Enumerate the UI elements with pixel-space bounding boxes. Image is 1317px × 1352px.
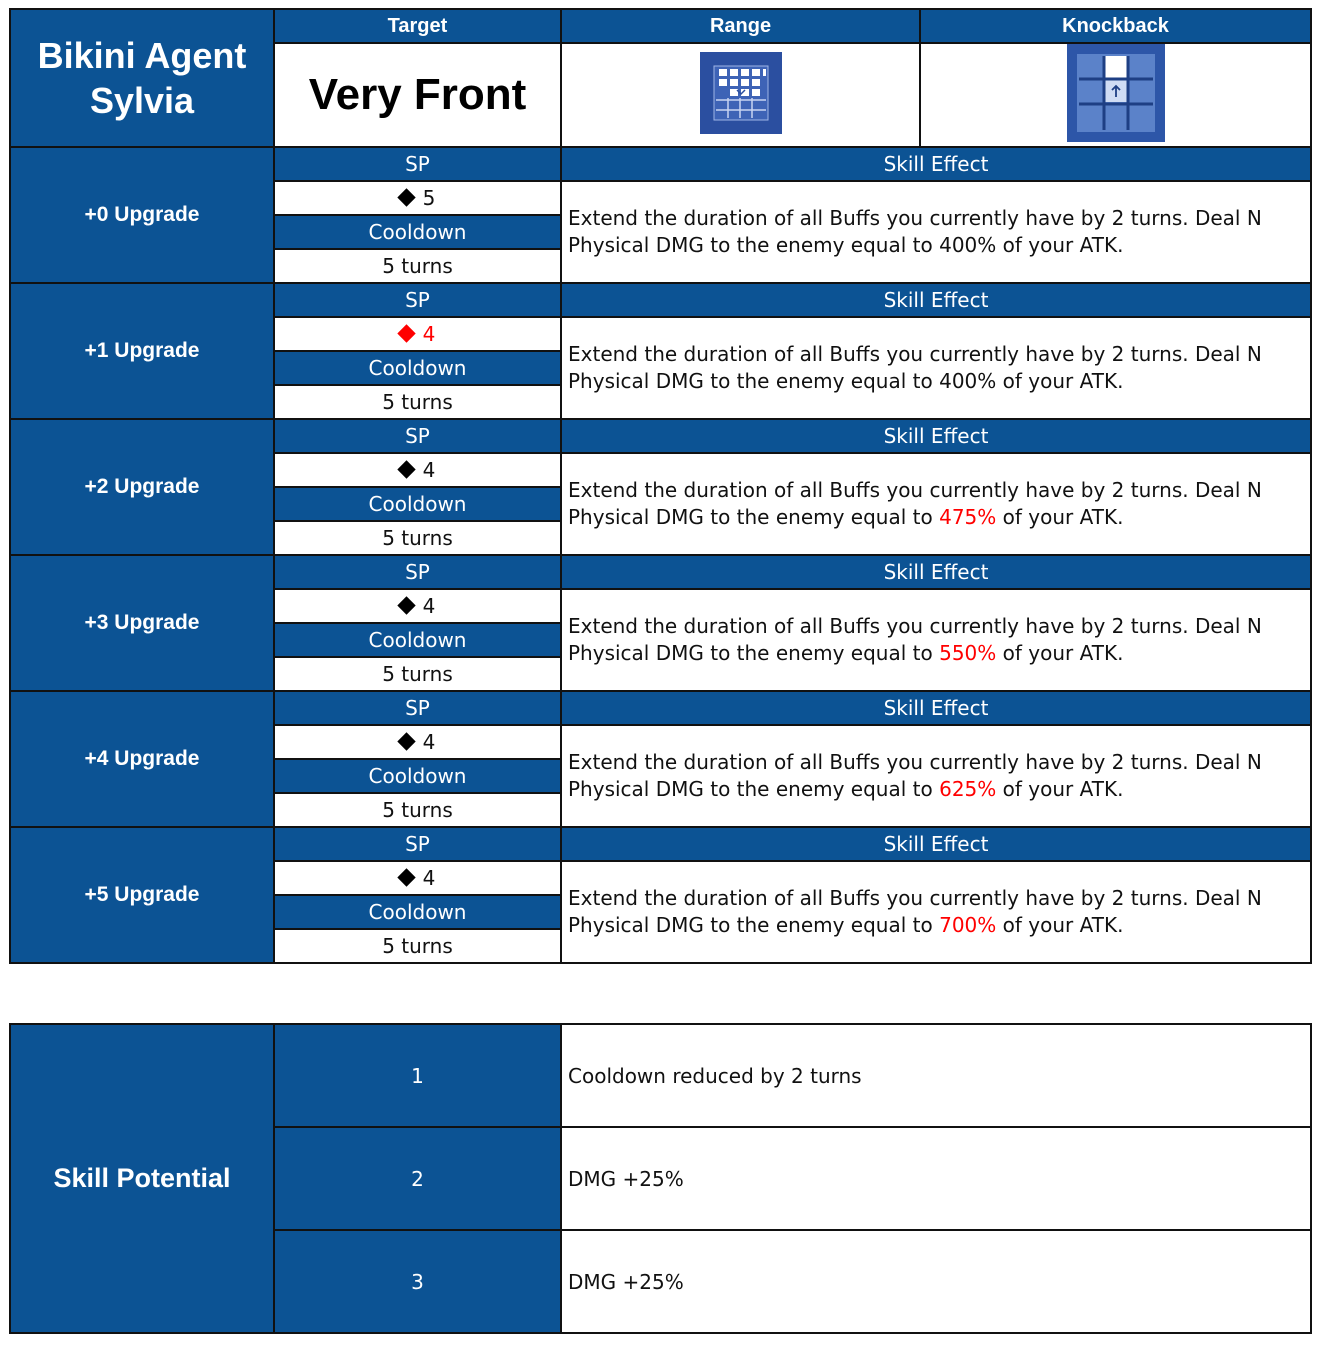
skill-effect-header: Skill Effect	[561, 147, 1311, 181]
skill-effect-text	[561, 861, 1311, 963]
sp-value-cell	[274, 725, 561, 759]
cooldown-header: Cooldown	[274, 623, 561, 657]
potential-text: Cooldown reduced by 2 turns	[561, 1024, 1311, 1127]
target-value: Very Front	[274, 43, 561, 147]
grid-arrow-up-icon	[1067, 44, 1165, 142]
cooldown-value: 5 turns	[274, 521, 561, 555]
skill-effect-text	[561, 725, 1311, 827]
sp-value: 4	[422, 866, 436, 890]
effect-text-post: of your ATK.	[996, 233, 1124, 257]
target-header: Target	[274, 9, 561, 43]
diamond-icon	[397, 732, 415, 750]
potential-number: 1	[274, 1024, 561, 1127]
effect-text-pre: Extend the duration of all Buffs you currently have by 2 turns. Deal N Physical DMG to the enemy equal to	[568, 206, 1262, 257]
sp-header: SP	[274, 691, 561, 725]
skill-effect-text	[561, 453, 1311, 555]
upgrade-label: +3 Upgrade	[10, 555, 274, 691]
cooldown-value: 5 turns	[274, 249, 561, 283]
effect-text-post: of your ATK.	[996, 641, 1124, 665]
sp-value: 4	[422, 730, 436, 754]
upgrade-row	[10, 827, 1311, 861]
effect-text-pre: Extend the duration of all Buffs you currently have by 2 turns. Deal N Physical DMG to the enemy equal to	[568, 886, 1262, 937]
potential-number: 3	[274, 1230, 561, 1333]
sp-value-cell	[274, 181, 561, 215]
diamond-icon	[397, 188, 415, 206]
skill-potential-label: Skill Potential	[10, 1024, 274, 1333]
knockback-header: Knockback	[920, 9, 1311, 43]
upgrade-row	[10, 283, 1311, 317]
skill-effect-header: Skill Effect	[561, 283, 1311, 317]
potential-row	[10, 1024, 1311, 1127]
effect-text-pre: Extend the duration of all Buffs you currently have by 2 turns. Deal N Physical DMG to the enemy equal to	[568, 750, 1262, 801]
effect-value: 475%	[939, 505, 997, 529]
diamond-icon	[397, 596, 415, 614]
grid-arrow-down-icon	[700, 52, 782, 134]
skill-effect-text	[561, 589, 1311, 691]
upgrade-label: +2 Upgrade	[10, 419, 274, 555]
sp-value-cell	[274, 861, 561, 895]
cooldown-header: Cooldown	[274, 351, 561, 385]
effect-text-post: of your ATK.	[996, 913, 1124, 937]
sp-value-cell	[274, 453, 561, 487]
effect-text-post: of your ATK.	[996, 369, 1124, 393]
knockback-cell	[920, 43, 1311, 147]
sp-header: SP	[274, 147, 561, 181]
effect-text-pre: Extend the duration of all Buffs you currently have by 2 turns. Deal N Physical DMG to the enemy equal to	[568, 342, 1262, 393]
upgrade-row	[10, 419, 1311, 453]
effect-text-post: of your ATK.	[996, 505, 1124, 529]
skill-effect-header: Skill Effect	[561, 555, 1311, 589]
skill-effect-header: Skill Effect	[561, 419, 1311, 453]
range-header: Range	[561, 9, 920, 43]
sp-header: SP	[274, 827, 561, 861]
skill-potential-table	[9, 1023, 1312, 1334]
cooldown-value: 5 turns	[274, 657, 561, 691]
effect-value: 550%	[939, 641, 997, 665]
upgrade-label: +4 Upgrade	[10, 691, 274, 827]
effect-text-pre: Extend the duration of all Buffs you currently have by 2 turns. Deal N Physical DMG to the enemy equal to	[568, 614, 1262, 665]
cooldown-value: 5 turns	[274, 929, 561, 963]
sp-header: SP	[274, 419, 561, 453]
potential-text: DMG +25%	[561, 1127, 1311, 1230]
sp-value: 4	[422, 594, 436, 618]
upgrade-label: +5 Upgrade	[10, 827, 274, 963]
sp-value: 4	[422, 458, 436, 482]
effect-value: 400%	[939, 233, 997, 257]
potential-text: DMG +25%	[561, 1230, 1311, 1333]
sp-value: 4	[422, 322, 436, 346]
effect-value: 625%	[939, 777, 997, 801]
upgrade-row	[10, 147, 1311, 181]
cooldown-value: 5 turns	[274, 793, 561, 827]
sp-value-cell	[274, 317, 561, 351]
upgrade-label: +1 Upgrade	[10, 283, 274, 419]
sp-value: 5	[422, 186, 436, 210]
sp-value-cell	[274, 589, 561, 623]
character-name: Bikini Agent Sylvia	[10, 9, 274, 147]
effect-value: 700%	[939, 913, 997, 937]
cooldown-header: Cooldown	[274, 759, 561, 793]
upgrade-row	[10, 691, 1311, 725]
skill-table	[9, 8, 1312, 964]
cooldown-header: Cooldown	[274, 215, 561, 249]
potential-number: 2	[274, 1127, 561, 1230]
cooldown-header: Cooldown	[274, 895, 561, 929]
upgrade-label: +0 Upgrade	[10, 147, 274, 283]
effect-text-pre: Extend the duration of all Buffs you currently have by 2 turns. Deal N Physical DMG to the enemy equal to	[568, 478, 1262, 529]
effect-value: 400%	[939, 369, 997, 393]
skill-effect-header: Skill Effect	[561, 691, 1311, 725]
sp-header: SP	[274, 555, 561, 589]
range-cell	[561, 43, 920, 147]
diamond-icon	[397, 324, 415, 342]
skill-effect-text	[561, 181, 1311, 283]
effect-text-post: of your ATK.	[996, 777, 1124, 801]
cooldown-header: Cooldown	[274, 487, 561, 521]
skill-effect-header: Skill Effect	[561, 827, 1311, 861]
diamond-icon	[397, 868, 415, 886]
cooldown-value: 5 turns	[274, 385, 561, 419]
diamond-icon	[397, 460, 415, 478]
upgrade-row	[10, 555, 1311, 589]
skill-effect-text	[561, 317, 1311, 419]
sp-header: SP	[274, 283, 561, 317]
